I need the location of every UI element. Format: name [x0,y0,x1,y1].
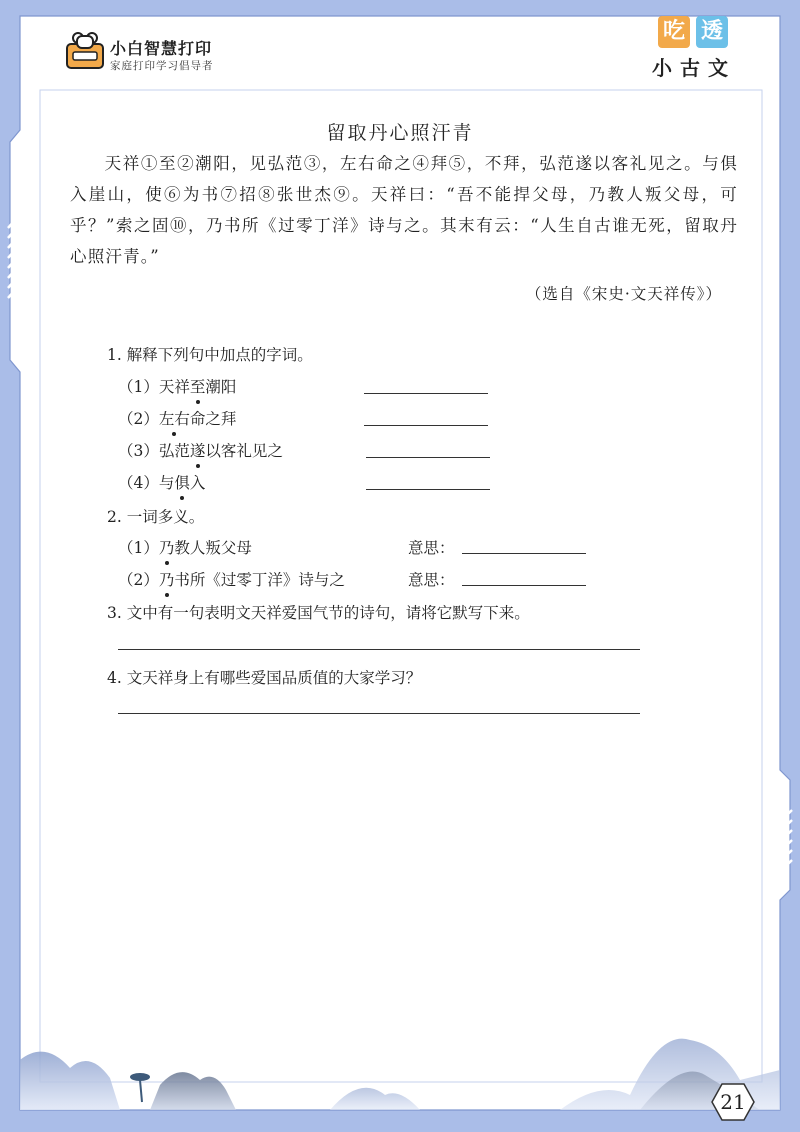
answer-line-q1-4[interactable] [366,489,490,490]
meaning-label: 意思： [408,539,455,557]
series-subtitle: 小古文 [652,56,736,80]
question-2-title: 2. 一词多义。 [107,508,205,526]
item-text: 命之拜 [189,410,237,428]
answer-line-q1-1[interactable] [364,393,488,394]
item-text: 天祥 [158,378,190,396]
brand-slogan: 家庭打印学习倡导者 [110,60,214,72]
item-text: 书所《过零丁洋》诗与之 [174,571,345,589]
item-number: （4） [118,474,159,492]
passage-source: （选自《宋史·文天祥传》） [525,285,722,303]
answer-line-q1-3[interactable] [366,457,490,458]
page-number-text: 21 [720,1090,746,1114]
item-text: 潮阳 [205,378,237,396]
q1-item-2 [118,407,236,429]
answer-line-q3[interactable] [118,649,640,650]
series-logo [650,12,760,82]
item-text: 教人叛父母 [174,539,252,557]
series-char-2: 透 [696,16,728,48]
answer-line-q2-2[interactable] [462,585,586,586]
item-text: 以客礼见之 [205,442,283,460]
dotted-word: 乃 [159,568,175,590]
q1-item-4 [118,471,205,493]
dotted-word: 左右 [159,407,190,429]
passage-title: 留取丹心照汗青 [326,122,474,144]
question-3-title: 3. 文中有一句表明文天祥爱国气节的诗句，请将它默写下来。 [107,604,530,622]
page-number [710,1082,756,1122]
dotted-word: 遂 [190,439,206,461]
item-text: 与 [158,474,175,492]
printer-mascot-icon [64,30,106,72]
question-4-title: 4. 文天祥身上有哪些爱国品质值的大家学习？ [107,669,422,687]
dotted-word: 乃 [159,536,175,558]
item-number: （3） [118,442,159,460]
dotted-word: 至 [190,375,206,397]
q2-item-1 [118,536,252,558]
item-number: （1） [118,378,159,396]
dotted-word: 俱 [174,471,190,493]
brand-name: 小白智慧打印 [110,39,213,58]
q2-item-2 [118,568,345,590]
item-text: 入 [189,474,206,492]
q1-item-3 [118,439,283,461]
item-number: （2） [118,571,159,589]
answer-line-q4[interactable] [118,713,640,714]
q1-item-1 [118,375,236,397]
question-1-title: 1. 解释下列句中加点的字词。 [107,346,313,364]
item-text: 弘范 [158,442,190,460]
answer-line-q2-1[interactable] [462,553,586,554]
meaning-label: 意思： [408,571,455,589]
answer-line-q1-2[interactable] [364,425,488,426]
series-char-1: 吃 [658,16,690,48]
passage-text: 天祥①至②潮阳，见弘范③，左右命之④拜⑤，不拜，弘范遂以客礼见之。与俱入崖山，使⑥为书⑦招⑧张世杰⑨。天祥曰：“吾不能捍父母，乃教人叛父母，可乎？”索之固⑩，乃书所《过零丁洋》诗与之。其末有云：“人生自古谁无死，留取丹心照汗青。” [70,154,738,266]
item-number: （1） [118,539,159,557]
item-number: （2） [118,410,159,428]
